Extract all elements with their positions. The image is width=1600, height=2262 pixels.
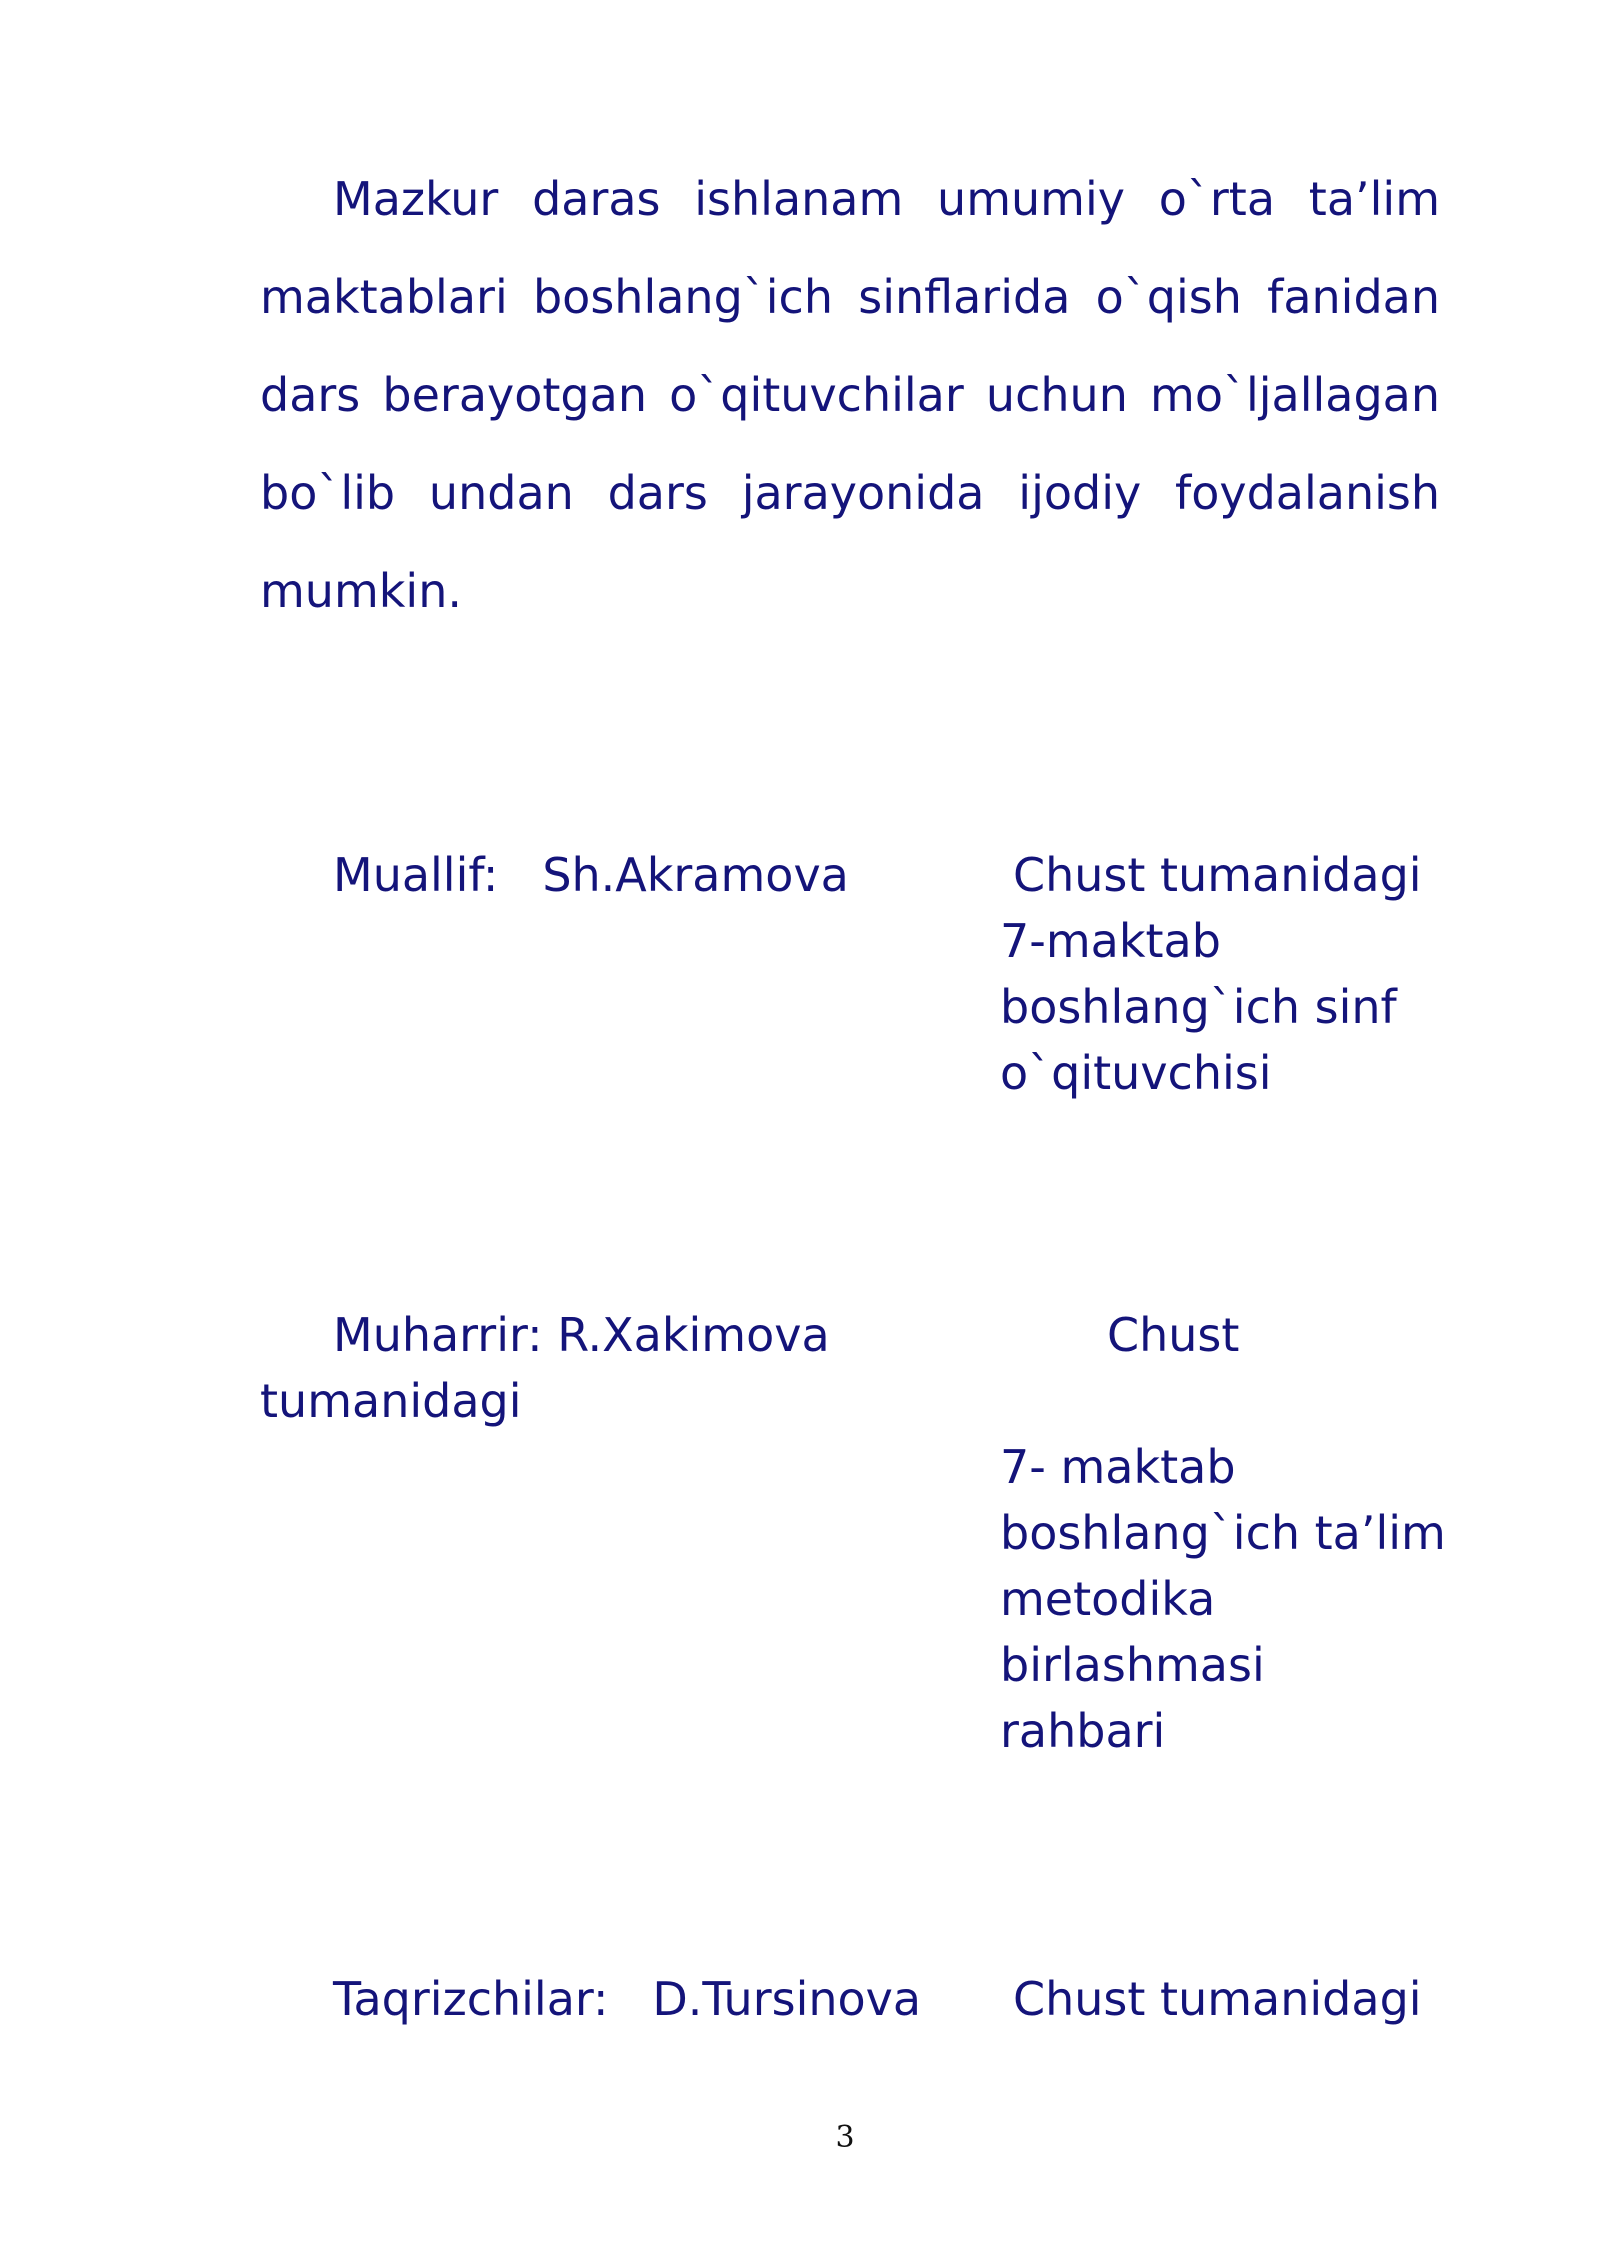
author-position-line-4: o`qituvchisi <box>1000 1046 1272 1100</box>
author-label: Muallif: <box>333 848 499 902</box>
editor-position-line-3: metodika <box>1000 1572 1216 1626</box>
editor-position-line-1: 7- maktab <box>1000 1440 1236 1494</box>
page-number: 3 <box>835 2120 855 2155</box>
reviewers-name: D.Tursinova <box>652 1972 922 2026</box>
author-position-line-1: Chust tumanidagi <box>1013 848 1422 902</box>
editor-name: R.Xakimova <box>557 1308 830 1362</box>
editor-line <box>333 1302 830 1368</box>
author-position-line-3: boshlang`ich sinf <box>1000 980 1397 1034</box>
intro-paragraph: Mazkur daras ishlanam umumiy o`rta ta’lim maktablari boshlang`ich sinflarida o`qish fanidan dars berayotgan o`qituvchilar uchun mo`ljallagan bo`lib undan dars jarayonida ijodiy foydalanish mumkin. <box>260 172 1440 618</box>
editor-position-line-5: rahbari <box>1000 1704 1166 1758</box>
editor-position-first: Chust <box>1107 1308 1240 1362</box>
reviewers-line <box>333 1966 921 2032</box>
reviewers-label: Taqrizchilar: <box>333 1972 609 2026</box>
editor-position-line-2: boshlang`ich ta’lim <box>1000 1506 1446 1560</box>
author-name: Sh.Akramova <box>542 848 849 902</box>
editor-position-line-4: birlashmasi <box>1000 1638 1265 1692</box>
author-position-line-2: 7-maktab <box>1000 914 1221 968</box>
reviewers-position-first: Chust tumanidagi <box>1013 1972 1422 2026</box>
editor-label: Muharrir: <box>333 1308 543 1362</box>
author-line <box>333 842 849 908</box>
editor-position-wrap: tumanidagi <box>260 1374 522 1428</box>
